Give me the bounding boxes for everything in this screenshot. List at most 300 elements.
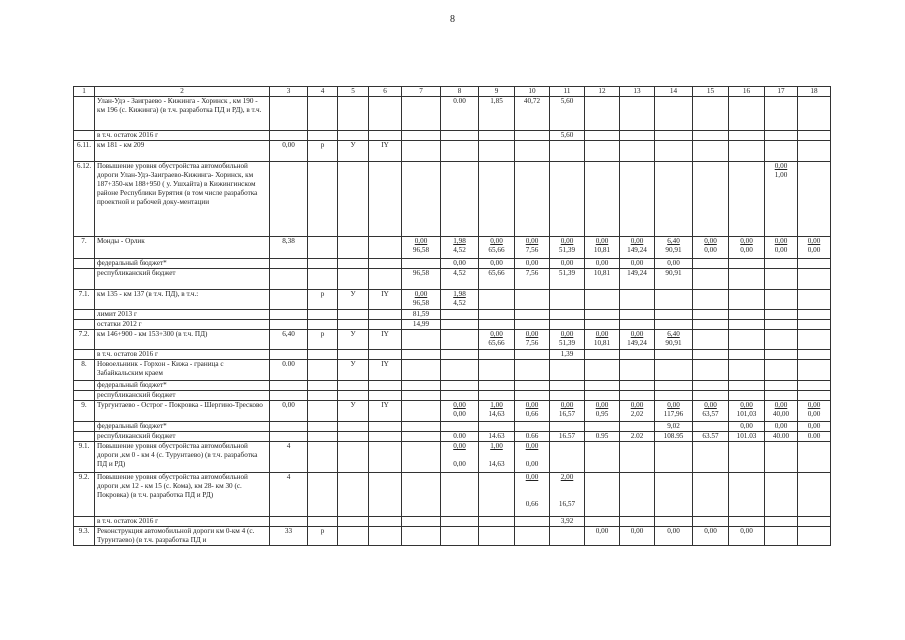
row-value: 0,00 7,56: [515, 330, 550, 350]
row-value: [308, 320, 338, 330]
row-value: 6,40 90,91: [655, 237, 693, 259]
row-number: 7.: [74, 237, 95, 259]
row-value: [402, 131, 441, 141]
row-value: [402, 401, 441, 422]
row-value: 0.66: [515, 432, 550, 442]
row-value: [693, 391, 729, 401]
row-number: 9.2.: [74, 473, 95, 517]
row-value: [479, 517, 515, 527]
table-row: [74, 381, 831, 391]
row-value: [369, 422, 402, 432]
row-number: 7.1.: [74, 290, 95, 310]
row-value: [765, 360, 798, 381]
table-row: [74, 97, 831, 131]
row-value: [693, 97, 729, 131]
row-value: [798, 391, 831, 401]
row-value: [550, 360, 585, 381]
budget-table: [73, 86, 831, 546]
table-row: [74, 269, 831, 290]
row-name: км 181 - км 209: [95, 141, 270, 162]
row-name: федеральный бюджет*: [95, 259, 270, 269]
row-value: [729, 350, 765, 360]
row-value: [402, 527, 441, 546]
row-value: [693, 442, 729, 473]
row-value: 6,40 90,91: [655, 330, 693, 350]
row-value: [369, 320, 402, 330]
row-value: [479, 350, 515, 360]
row-value: [402, 517, 441, 527]
table-row: [74, 162, 831, 237]
table-row: [74, 360, 831, 381]
row-value: [620, 290, 655, 310]
row-value: [441, 527, 479, 546]
row-value: IY: [369, 330, 402, 350]
row-value: [308, 350, 338, 360]
row-value: [402, 350, 441, 360]
row-value: [693, 422, 729, 432]
row-value: 0,00 149,24: [620, 237, 655, 259]
row-value: 0,00: [479, 259, 515, 269]
row-value: [729, 442, 765, 473]
row-value: [550, 290, 585, 310]
row-number: [74, 320, 95, 330]
row-value: 0,00 51,39: [550, 330, 585, 350]
row-value: [620, 422, 655, 432]
row-value: 0,00 0,66: [515, 473, 550, 517]
row-value: [585, 97, 620, 131]
row-name: в т.ч. остаток 2016 г: [95, 517, 270, 527]
row-value: [765, 442, 798, 473]
row-value: [369, 517, 402, 527]
row-value: [585, 381, 620, 391]
row-value: [369, 391, 402, 401]
row-value: [338, 97, 369, 131]
row-name: Повышение уровня обустройства автомобильной дороги Улан-Удэ-Заиграево-Кижинга- Хоринск, км 187+350-км 188+950 ( у. Ушхайта) в Кижингинском районе Республики Бурятия (в том числе разработка проектной и рабочей доку-ментации: [95, 162, 270, 237]
row-value: [270, 97, 308, 131]
row-name: Новоельнинк - Горхон - Кижа - граница с Забайкальским краем: [95, 360, 270, 381]
row-value: [515, 310, 550, 320]
row-value: 0,00 7,56: [515, 237, 550, 259]
row-value: [729, 330, 765, 350]
row-value: 0,00: [585, 527, 620, 546]
row-value: [308, 310, 338, 320]
row-value: [270, 269, 308, 290]
row-name: Монды - Орлик: [95, 237, 270, 259]
row-number: 9.1.: [74, 442, 95, 473]
row-value: 0,00: [441, 259, 479, 269]
row-value: [620, 442, 655, 473]
row-value: [585, 350, 620, 360]
row-value: [729, 381, 765, 391]
table-row: [74, 237, 831, 259]
row-value: [620, 360, 655, 381]
row-name: федеральный бюджет*: [95, 422, 270, 432]
row-value: [515, 517, 550, 527]
row-value: 0,00 16,57: [550, 401, 585, 422]
row-value: [765, 517, 798, 527]
row-name: республиканский бюджет: [95, 432, 270, 442]
table-row: [74, 432, 831, 442]
row-value: [693, 310, 729, 320]
row-value: [270, 391, 308, 401]
row-value: [369, 131, 402, 141]
row-value: 0,00 10,81: [585, 330, 620, 350]
table-row: [74, 350, 831, 360]
row-value: [655, 310, 693, 320]
row-value: 33: [270, 527, 308, 546]
row-value: [270, 259, 308, 269]
row-value: 9,02: [655, 422, 693, 432]
row-value: [479, 131, 515, 141]
row-value: [515, 527, 550, 546]
row-value: [402, 442, 441, 473]
row-value: [585, 473, 620, 517]
row-value: [620, 131, 655, 141]
row-value: [550, 381, 585, 391]
row-value: 0.95: [585, 432, 620, 442]
row-value: 7,56: [515, 269, 550, 290]
row-value: 0,00 10,81: [585, 237, 620, 259]
column-number: 9: [479, 87, 515, 97]
row-value: [479, 310, 515, 320]
row-value: [693, 259, 729, 269]
row-value: 0,00: [585, 259, 620, 269]
row-value: [402, 432, 441, 442]
row-value: [338, 432, 369, 442]
row-value: [585, 310, 620, 320]
row-value: [729, 517, 765, 527]
row-value: [308, 401, 338, 422]
row-name: республиканский бюджет: [95, 269, 270, 290]
column-number: 17: [765, 87, 798, 97]
row-value: [338, 422, 369, 432]
row-value: 0,00 65,66: [479, 237, 515, 259]
row-value: [338, 320, 369, 330]
row-value: [620, 141, 655, 162]
row-number: 7.2.: [74, 330, 95, 350]
row-name: Тургунтаево - Острог - Покровка - Шергино-Тресково: [95, 401, 270, 422]
row-value: [765, 330, 798, 350]
table-header-row: [74, 87, 831, 97]
row-value: [655, 320, 693, 330]
row-value: [515, 391, 550, 401]
row-value: [798, 381, 831, 391]
row-value: [585, 290, 620, 310]
row-value: [308, 422, 338, 432]
row-value: [655, 97, 693, 131]
row-value: [585, 320, 620, 330]
row-value: [655, 360, 693, 381]
row-number: [74, 432, 95, 442]
row-value: 96,58: [402, 269, 441, 290]
column-number: 15: [693, 87, 729, 97]
row-value: 0,00 96,58: [402, 290, 441, 310]
row-value: [585, 131, 620, 141]
column-number: 3: [270, 87, 308, 97]
row-value: [693, 381, 729, 391]
row-value: [441, 473, 479, 517]
row-number: [74, 131, 95, 141]
row-value: 0,00 0,00: [798, 401, 831, 422]
column-number: 13: [620, 87, 655, 97]
column-number: 6: [369, 87, 402, 97]
row-value: [620, 381, 655, 391]
row-value: 1,00 14,63: [479, 401, 515, 422]
row-value: [798, 290, 831, 310]
row-value: 0,00 149,24: [620, 330, 655, 350]
row-value: [479, 320, 515, 330]
row-value: 0,00 0,00: [441, 442, 479, 473]
row-value: [308, 432, 338, 442]
row-value: 2.02: [620, 432, 655, 442]
row-value: [479, 422, 515, 432]
row-value: [308, 237, 338, 259]
row-number: 9.3.: [74, 527, 95, 546]
row-value: 1,98 4,52: [441, 290, 479, 310]
row-value: [655, 517, 693, 527]
row-value: 0,00: [655, 527, 693, 546]
row-value: [765, 97, 798, 131]
row-value: [655, 391, 693, 401]
row-value: [729, 259, 765, 269]
row-value: [765, 269, 798, 290]
column-number: 4: [308, 87, 338, 97]
row-value: 101.03: [729, 432, 765, 442]
column-number: 16: [729, 87, 765, 97]
row-value: 0,00: [620, 259, 655, 269]
row-name: в т.ч. остаток 2016 г: [95, 131, 270, 141]
row-value: 16.57: [550, 432, 585, 442]
row-value: [620, 162, 655, 237]
row-value: [338, 442, 369, 473]
row-value: [441, 391, 479, 401]
row-value: [479, 391, 515, 401]
row-value: [798, 442, 831, 473]
row-value: 4,52: [441, 269, 479, 290]
row-value: 0,00: [729, 527, 765, 546]
table-row: [74, 391, 831, 401]
row-value: [441, 350, 479, 360]
row-value: 0,00: [729, 422, 765, 432]
row-value: [798, 97, 831, 131]
row-value: 90,91: [655, 269, 693, 290]
row-value: 0.00: [270, 360, 308, 381]
row-name: федеральный бюджет*: [95, 381, 270, 391]
row-value: [620, 517, 655, 527]
row-value: [798, 360, 831, 381]
row-value: [655, 473, 693, 517]
table-row: [74, 330, 831, 350]
row-value: [402, 97, 441, 131]
row-value: [729, 97, 765, 131]
row-value: [655, 131, 693, 141]
row-value: [441, 162, 479, 237]
row-value: [338, 391, 369, 401]
row-value: [693, 517, 729, 527]
row-value: [369, 527, 402, 546]
row-value: 0,00 117,96: [655, 401, 693, 422]
table-row: [74, 141, 831, 162]
row-value: [270, 422, 308, 432]
row-value: [369, 97, 402, 131]
row-value: [798, 259, 831, 269]
row-value: 0,00 40,00: [765, 401, 798, 422]
row-value: 0,00 0,00: [693, 237, 729, 259]
row-value: [441, 320, 479, 330]
row-value: [798, 269, 831, 290]
row-value: [765, 320, 798, 330]
row-value: 0,00: [798, 422, 831, 432]
row-value: [402, 422, 441, 432]
row-value: [338, 527, 369, 546]
row-name: в т.ч. остатов 2016 г: [95, 350, 270, 360]
row-value: 1,39: [550, 350, 585, 360]
row-value: 2,00 16,57: [550, 473, 585, 517]
row-value: [338, 237, 369, 259]
row-value: [765, 381, 798, 391]
row-value: [402, 381, 441, 391]
row-value: [729, 360, 765, 381]
table-row: [74, 517, 831, 527]
row-value: 0,00 65,66: [479, 330, 515, 350]
column-number: 8: [441, 87, 479, 97]
row-value: [270, 350, 308, 360]
row-value: 40,72: [515, 97, 550, 131]
row-value: [693, 360, 729, 381]
row-value: [729, 131, 765, 141]
row-number: [74, 517, 95, 527]
row-name: республиканский бюджет: [95, 391, 270, 401]
row-value: У: [338, 290, 369, 310]
row-value: [441, 330, 479, 350]
row-value: 4: [270, 473, 308, 517]
row-value: р: [308, 290, 338, 310]
row-value: 1,98 4,52: [441, 237, 479, 259]
row-value: [338, 269, 369, 290]
row-value: 0,00 63,57: [693, 401, 729, 422]
row-value: [729, 269, 765, 290]
row-value: [270, 320, 308, 330]
row-value: [550, 442, 585, 473]
row-number: [74, 259, 95, 269]
row-name: Повышение уровня обустройства автомобильной дороги ,км 12 - км 15 (с. Кома), км 28- км 30 (с. Покровка) (в т.ч. разработка ПД и РД): [95, 473, 270, 517]
row-value: [729, 320, 765, 330]
row-value: [515, 381, 550, 391]
row-value: [369, 269, 402, 290]
row-value: р: [308, 141, 338, 162]
row-value: [308, 517, 338, 527]
row-value: [308, 259, 338, 269]
row-number: 8.: [74, 360, 95, 381]
column-number: 2: [95, 87, 270, 97]
table-row: [74, 259, 831, 269]
row-value: [369, 259, 402, 269]
column-number: 14: [655, 87, 693, 97]
row-number: 6.11.: [74, 141, 95, 162]
row-value: [693, 162, 729, 237]
row-value: [550, 422, 585, 432]
row-value: 10,81: [585, 269, 620, 290]
row-value: 0.00: [441, 97, 479, 131]
row-name: Реконструкция автомобильной дороги км 0-км 4 (с. Турунтаево) (в т.ч. разработка ПД и: [95, 527, 270, 546]
table-row: [74, 401, 831, 422]
row-value: У: [338, 401, 369, 422]
row-value: [308, 269, 338, 290]
row-value: [515, 422, 550, 432]
row-value: [338, 310, 369, 320]
row-value: 0,00 0,95: [585, 401, 620, 422]
row-value: [308, 162, 338, 237]
row-value: [655, 290, 693, 310]
row-value: [693, 269, 729, 290]
table-row: [74, 310, 831, 320]
row-value: [441, 141, 479, 162]
row-value: [515, 360, 550, 381]
row-value: [369, 442, 402, 473]
row-value: [655, 350, 693, 360]
row-value: [402, 162, 441, 237]
row-value: [550, 391, 585, 401]
row-value: 0,00 0,00: [798, 237, 831, 259]
row-value: [369, 162, 402, 237]
row-value: 0,00: [515, 259, 550, 269]
column-number: 18: [798, 87, 831, 97]
row-value: [729, 290, 765, 310]
row-value: [338, 131, 369, 141]
row-value: [270, 381, 308, 391]
row-value: 14,99: [402, 320, 441, 330]
row-value: [515, 141, 550, 162]
row-value: [585, 422, 620, 432]
row-value: [515, 131, 550, 141]
row-value: 0,00: [693, 527, 729, 546]
row-value: [270, 162, 308, 237]
row-value: [729, 162, 765, 237]
row-value: [308, 473, 338, 517]
row-value: У: [338, 360, 369, 381]
row-value: 149,24: [620, 269, 655, 290]
row-value: [369, 432, 402, 442]
row-value: [620, 310, 655, 320]
row-name: лимит 2013 г: [95, 310, 270, 320]
row-value: [765, 391, 798, 401]
table-row: [74, 473, 831, 517]
row-value: [798, 320, 831, 330]
row-value: [693, 473, 729, 517]
row-name: Повышение уровня обустройства автомобильной дороги ,км 0 - км 4 (с. Турунтаево) (в т.ч. разработка ПД и РД): [95, 442, 270, 473]
row-value: [369, 381, 402, 391]
row-value: [550, 162, 585, 237]
row-value: [402, 259, 441, 269]
row-value: [765, 350, 798, 360]
row-value: [369, 350, 402, 360]
row-value: [270, 432, 308, 442]
row-value: 0,00: [765, 422, 798, 432]
row-value: 1,85: [479, 97, 515, 131]
row-value: [338, 259, 369, 269]
row-value: 14.63: [479, 432, 515, 442]
row-value: [338, 473, 369, 517]
row-value: [441, 517, 479, 527]
row-value: [693, 330, 729, 350]
row-value: [515, 350, 550, 360]
row-value: [765, 290, 798, 310]
row-value: [369, 310, 402, 320]
row-value: [441, 131, 479, 141]
row-value: 0,00 1,00: [765, 162, 798, 237]
row-value: IY: [369, 290, 402, 310]
row-value: IY: [369, 401, 402, 422]
